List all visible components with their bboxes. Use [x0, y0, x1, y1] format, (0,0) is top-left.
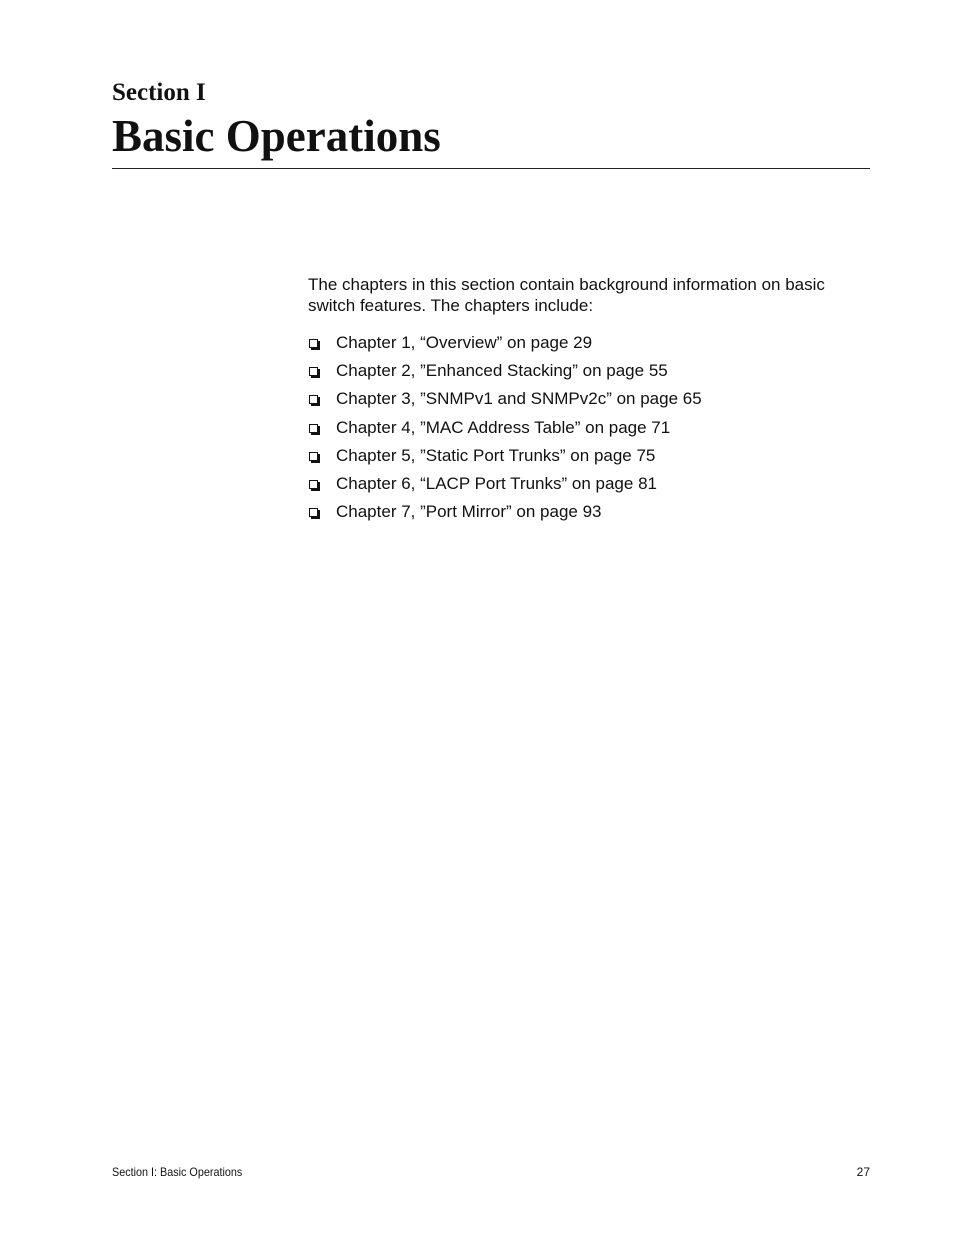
chapter-link[interactable]: Chapter 4, ”MAC Address Table” on page 71: [336, 417, 671, 437]
chapter-link[interactable]: Chapter 5, ”Static Port Trunks” on page 75: [336, 445, 656, 465]
list-item: [308, 360, 702, 388]
chapter-link[interactable]: Chapter 7, ”Port Mirror” on page 93: [336, 502, 602, 522]
page-header: [112, 78, 870, 162]
list-item: [308, 501, 702, 529]
square-bullet-icon: [308, 332, 336, 354]
square-bullet-icon: [308, 417, 336, 439]
square-bullet-icon: [308, 445, 336, 467]
list-item: [308, 473, 702, 501]
chapter-link[interactable]: Chapter 6, “LACP Port Trunks” on page 81: [336, 473, 657, 493]
list-item: [308, 417, 702, 445]
square-bullet-icon: [308, 360, 336, 382]
list-item: [308, 445, 702, 473]
list-item: [308, 388, 702, 416]
chapter-list: [308, 332, 702, 529]
chapter-link[interactable]: Chapter 2, ”Enhanced Stacking” on page 55: [336, 361, 668, 381]
square-bullet-icon: [308, 501, 336, 523]
square-bullet-icon: [308, 388, 336, 410]
title-divider: [112, 168, 870, 169]
chapter-link[interactable]: Chapter 1, “Overview” on page 29: [336, 333, 593, 352]
square-bullet-icon: [308, 473, 336, 495]
chapter-link[interactable]: Chapter 3, ”SNMPv1 and SNMPv2c” on page 65: [336, 389, 702, 409]
footer-page-number: 27: [856, 1165, 870, 1179]
list-item: [308, 332, 702, 360]
section-label: Section I: [112, 79, 206, 106]
page-title: Basic Operations: [112, 111, 441, 161]
footer-section-title: Section I: Basic Operations: [112, 1165, 243, 1179]
intro-paragraph: The chapters in this section contain background information on basic switch features. The chapters include:: [308, 275, 825, 315]
